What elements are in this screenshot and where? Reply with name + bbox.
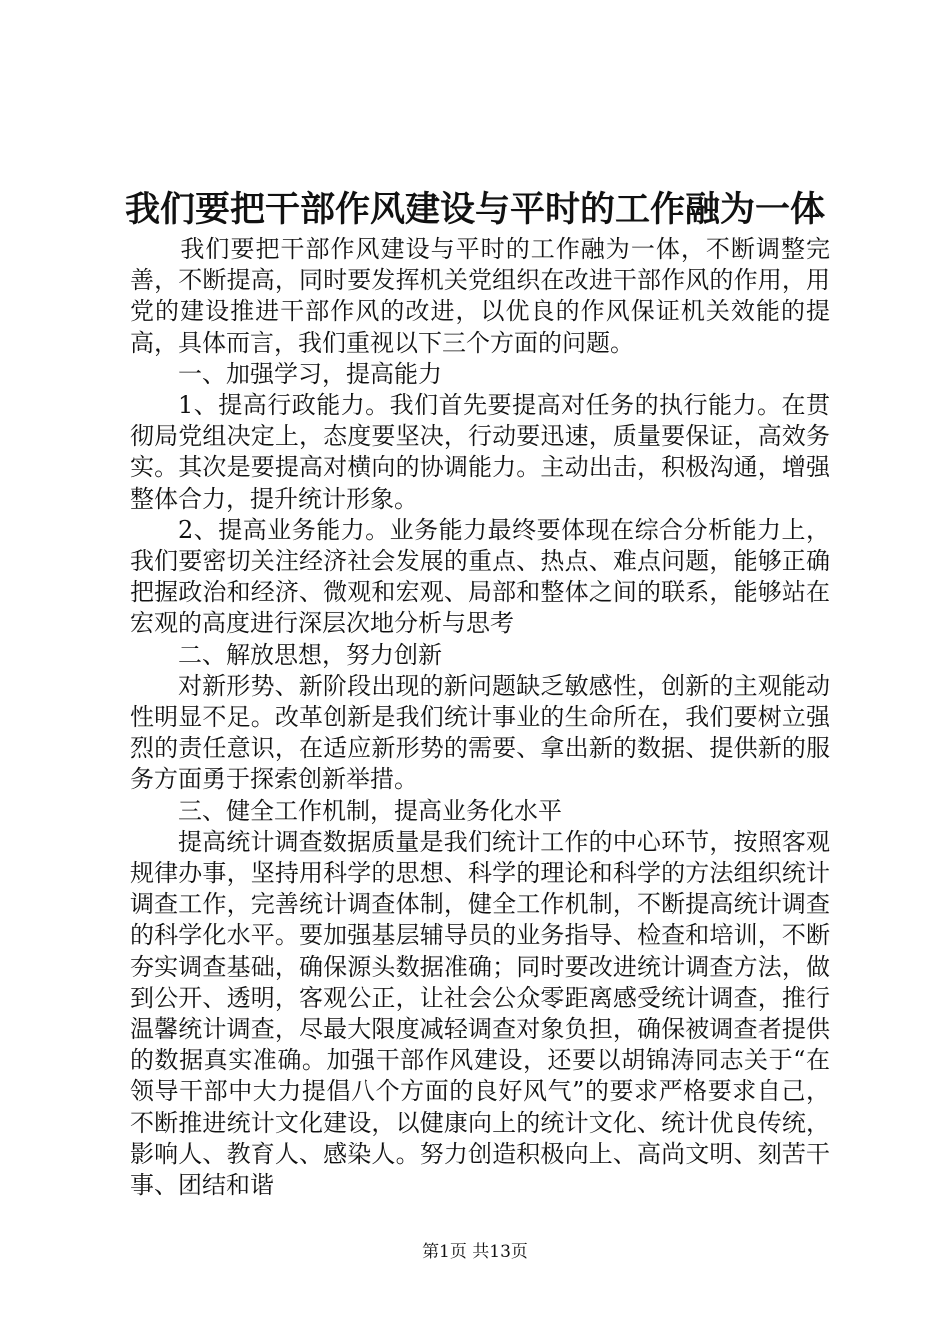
paragraph-administrative-ability: 1、提高行政能力。我们首先要提高对任务的执行能力。在贯彻局党组决定上，态度要坚决，行动要迅速，质量要保证，高效务实。其次是要提高对横向的协调能力。主动出击，积极沟通，增强整体合力，提升统计形象。 [130,391,830,513]
paragraph-intro: 我们要把干部作风建设与平时的工作融为一体，不断调整完善，不断提高，同时要发挥机关党组织在改进干部作风的作用，用党的建设推进干部作风的改进，以优良的作风保证机关效能的提高，具体而言，我们重视以下三个方面的问题。 [130,235,830,357]
section-heading-1: 一、加强学习，提高能力 [178,359,442,388]
document-title: 我们要把干部作风建设与平时的工作融为一体 [124,189,825,230]
section-heading-2: 二、解放思想，努力创新 [178,640,442,669]
page-footer: 第1页 共13页 [422,1242,528,1262]
paragraph-innovation: 对新形势、新阶段出现的新问题缺乏敏感性，创新的主观能动性明显不足。改革创新是我们统计事业的生命所在，我们要树立强烈的责任意识，在适应新形势的需要、拿出新的数据、提供新的服务方面勇于探索创新举措。 [130,671,830,794]
section-heading-3: 三、健全工作机制，提高业务化水平 [178,796,562,825]
paragraph-work-mechanism: 提高统计调查数据质量是我们统计工作的中心环节，按照客观规律办事，坚持用科学的思想、科学的理论和科学的方法组织统计调查工作，完善统计调查体制，健全工作机制，不断提高统计调查的科学化水平。要加强基层辅导员的业务指导、检查和培训，不断夯实调查基础，确保源头数据准确；同时要改进统计调查方法，做到公开、透明，客观公正，让社会公众零距离感受统计调查，推行温馨统计调查，尽最大限度减轻调查对象负担，确保被调查者提供的数据真实准确。加强干部作风建设，还要以胡锦涛同志关于“在领导干部中大力提倡八个方面的良好风气”的要求严格要求自己，不断推进统计文化建设，以健康向上的统计文化、统计优良传统，影响人、教育人、感染人。努力创造积极向上、高尚文明、刻苦干事、团结和谐 [130,827,830,1200]
paragraph-business-ability: 2、提高业务能力。业务能力最终要体现在综合分析能力上，我们要密切关注经济社会发展的重点、热点、难点问题，能够正确把握政治和经济、微观和宏观、局部和整体之间的联系，能够站在宏观的高度进行深层次地分析与思考 [130,515,830,638]
document-body [130,234,830,1201]
